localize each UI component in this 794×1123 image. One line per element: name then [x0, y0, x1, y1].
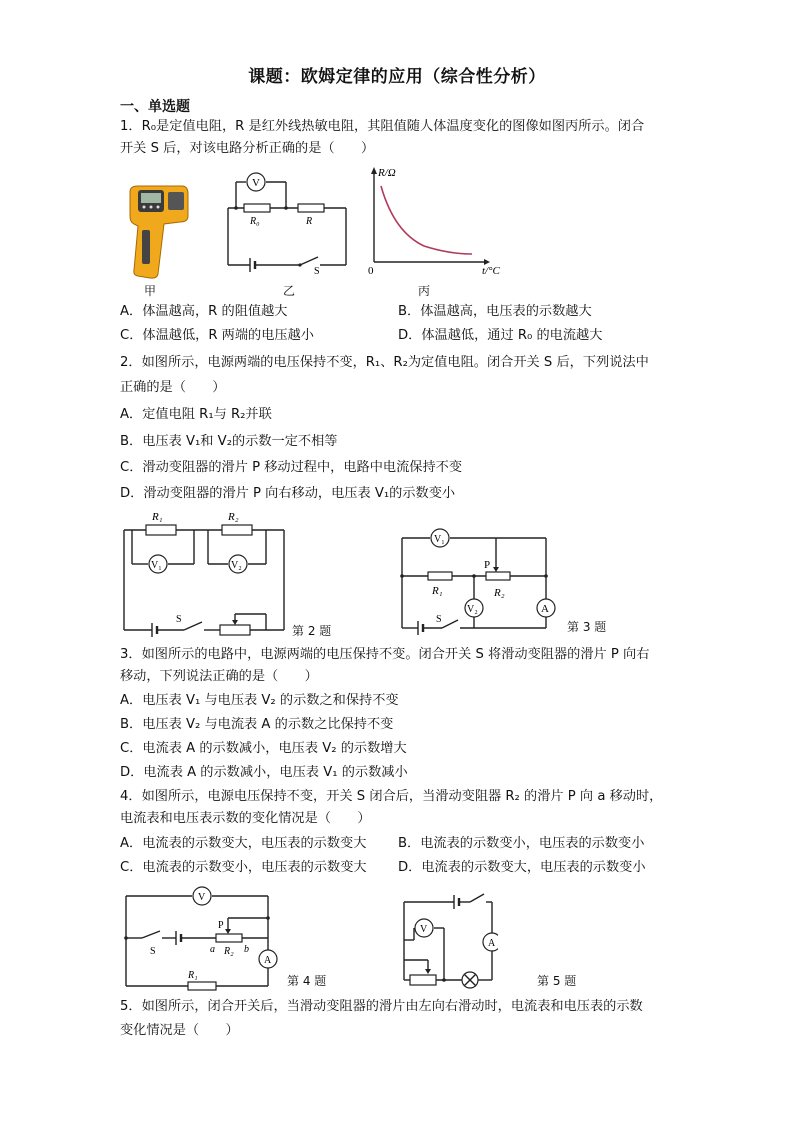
q1-option-b[interactable]: B．体温越高，电压表的示数越大	[398, 304, 592, 319]
q2-stem-line2: 正确的是（ ）	[120, 380, 226, 395]
q1-stem-line2: 开关 S 后，对该电路分析正确的是（ ）	[120, 141, 375, 156]
q1-resistance-temperature-graph	[364, 162, 514, 282]
q3-v2-label: V₂	[467, 604, 478, 615]
q4-figure-label: 第 4 题	[287, 974, 327, 988]
graph-origin: 0	[368, 265, 374, 277]
q4-r1-label: R₁	[188, 970, 198, 981]
q3-circuit-diagram	[396, 524, 561, 636]
q3-v1-label: V₁	[434, 534, 445, 545]
q4-circuit-diagram	[120, 882, 285, 992]
q4-voltmeter-label: V	[198, 892, 206, 903]
q2-r1-label: R₁	[152, 511, 163, 523]
q2-r2-label: R₂	[228, 511, 239, 523]
q2-v1-label: V₁	[151, 560, 162, 571]
q4-option-c[interactable]: C．电流表的示数变小，电压表的示数变大	[120, 860, 367, 875]
q2-circuit-diagram	[116, 506, 291, 640]
graph-xlabel: t/°C	[482, 265, 500, 277]
q1-circuit-diagram	[222, 168, 352, 278]
q4-option-d[interactable]: D．电流表的示数变大，电压表的示数变小	[398, 860, 646, 875]
q3-ammeter-label: A	[541, 603, 549, 615]
q4-option-b[interactable]: B．电流表的示数变小，电压表的示数变小	[398, 836, 645, 851]
q3-r2-label: R₂	[494, 587, 505, 599]
q1-option-c[interactable]: C．体温越低，R 两端的电压越小	[120, 328, 314, 343]
q3-option-a[interactable]: A．电压表 V₁ 与电压表 V₂ 的示数之和保持不变	[120, 693, 399, 708]
q4-slider-label: P	[218, 920, 224, 931]
q4-stem-line2: 电流表和电压表示数的变化情况是（ ）	[120, 811, 371, 826]
fig-jia-caption: 甲	[144, 284, 157, 298]
q2-v2-label: V₂	[231, 560, 242, 571]
q1-voltmeter-label: V	[252, 177, 260, 189]
q3-stem-line2: 移动，下列说法正确的是（ ）	[120, 669, 318, 684]
q5-stem-line2: 变化情况是（ ）	[120, 1023, 239, 1038]
q4-option-a[interactable]: A．电流表的示数变大，电压表的示数变大	[120, 836, 367, 851]
section-heading: 一、单选题	[120, 99, 190, 115]
q3-r1-label: R₁	[432, 585, 443, 597]
q2-option-d[interactable]: D．滑动变阻器的滑片 P 向右移动，电压表 V₁的示数变小	[120, 486, 456, 501]
q2-switch-label: S	[176, 614, 182, 625]
q2-option-b[interactable]: B．电压表 V₁和 V₂的示数一定不相等	[120, 434, 338, 449]
q1-r-label: R	[306, 216, 313, 227]
q1-r0-label: R₀	[250, 216, 260, 227]
q4-end-b-label: b	[244, 944, 249, 955]
q5-ammeter-label: A	[488, 938, 496, 949]
q4-ammeter-label: A	[264, 955, 272, 966]
q5-stem-line1: 5．如图所示，闭合开关后，当滑动变阻器的滑片由左向右滑动时，电流表和电压表的示数	[120, 999, 643, 1014]
graph-ylabel: R/Ω	[378, 167, 396, 179]
q5-voltmeter-label: V	[420, 924, 428, 935]
q2-option-c[interactable]: C．滑动变阻器的滑片 P 移动过程中，电路中电流保持不变	[120, 460, 463, 475]
q3-figure-label: 第 3 题	[567, 620, 607, 634]
q3-stem-line1: 3．如图所示的电路中，电源两端的电压保持不变。闭合开关 S 将滑动变阻器的滑片 P 向右	[120, 647, 650, 662]
q3-switch-label: S	[436, 614, 442, 625]
q2-option-a[interactable]: A．定值电阻 R₁与 R₂并联	[120, 407, 272, 422]
page-title: 课题：欧姆定律的应用（综合性分析）	[248, 67, 546, 87]
q2-figure-label: 第 2 题	[292, 624, 332, 638]
q4-end-a-label: a	[210, 944, 215, 955]
q5-figure-label: 第 5 题	[537, 974, 577, 988]
thermometer-gun-image	[124, 182, 192, 282]
fig-yi-caption: 乙	[283, 284, 296, 298]
q5-circuit-diagram	[398, 884, 498, 990]
q1-option-a[interactable]: A．体温越高，R 的阻值越大	[120, 304, 288, 319]
q3-slider-label: P	[484, 559, 491, 571]
q1-switch-label: S	[314, 266, 320, 277]
q1-stem-line1: 1．R₀是定值电阻，R 是红外线热敏电阻，其阻值随人体温度变化的图像如图丙所示。闭合	[120, 119, 645, 134]
q1-option-d[interactable]: D．体温越低，通过 R₀ 的电流越大	[398, 328, 603, 343]
q3-option-d[interactable]: D．电流表 A 的示数减小，电压表 V₁ 的示数减小	[120, 765, 408, 780]
q4-stem-line1: 4．如图所示，电源电压保持不变，开关 S 闭合后，当滑动变阻器 R₂ 的滑片 P 向 a 移动时，	[120, 789, 663, 804]
q4-r2-label: R₂	[224, 946, 234, 957]
q2-stem-line1: 2．如图所示，电源两端的电压保持不变，R₁、R₂为定值电阻。闭合开关 S 后，下列说法中	[120, 355, 649, 370]
q4-switch-label: S	[150, 946, 156, 957]
q3-option-b[interactable]: B．电压表 V₂ 与电流表 A 的示数之比保持不变	[120, 717, 394, 732]
q3-option-c[interactable]: C．电流表 A 的示数减小，电压表 V₂ 的示数增大	[120, 741, 407, 756]
fig-bing-caption: 丙	[418, 284, 431, 298]
